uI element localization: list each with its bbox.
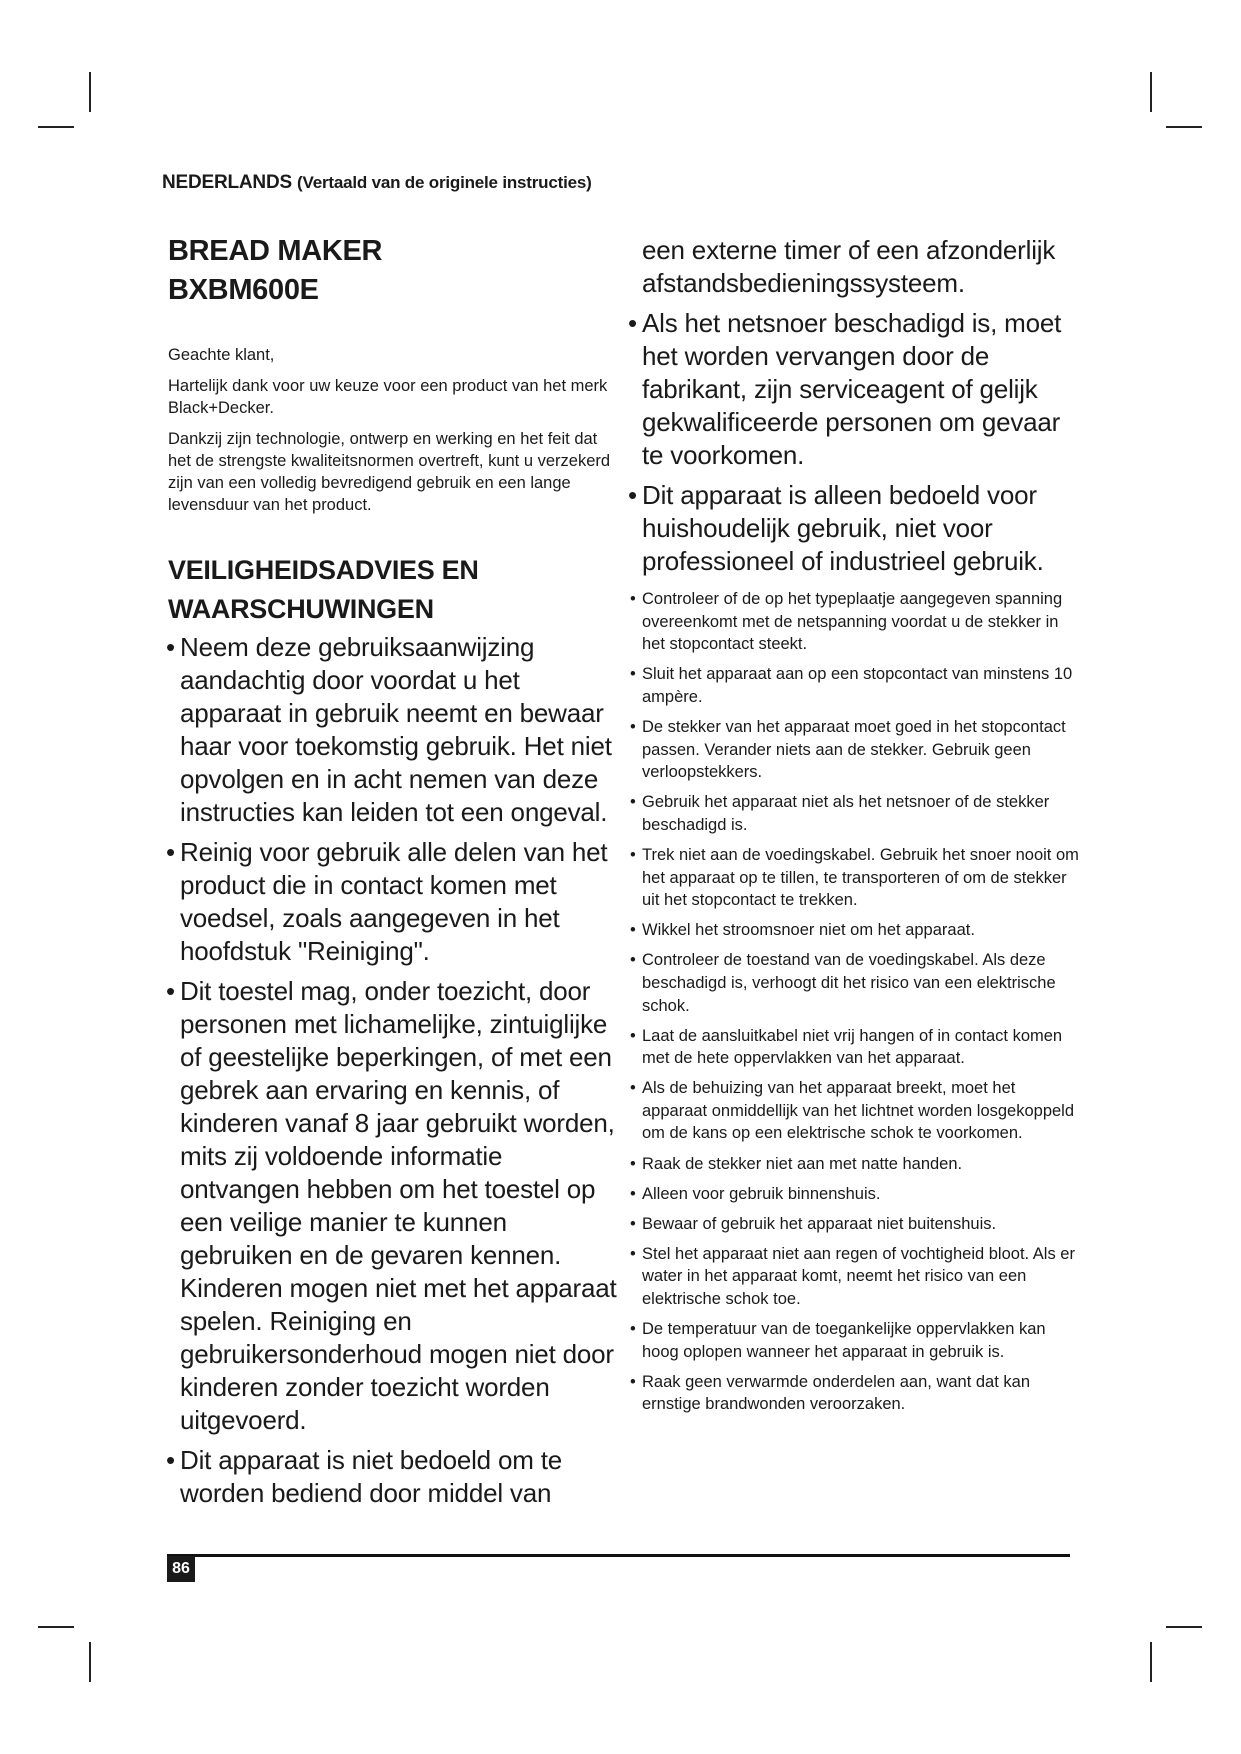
left-column xyxy=(168,232,618,1517)
list-item: • Reinig voor gebruik alle delen van het product die in contact komen met voedsel, zoals aangegeven in het hoofdstuk "Reiniging". xyxy=(168,836,618,968)
crop-mark xyxy=(38,1626,74,1628)
list-item: • Dit toestel mag, onder toezicht, door personen met lichamelijke, zintuiglijke of geestelijke beperkingen, of met een gebrek aan ervaring en kennis, of kinderen vanaf 8 jaar gebruikt worden, mits zij voldoende informatie ontvangen hebben om het toestel op een veilige manier te kunnen gebruiken en de gevaren kennen. Kinderen mogen niet met het apparaat spelen. Reiniging en gebruikersonderhoud mogen niet door kinderen zonder toezicht worden uitgevoerd. xyxy=(168,975,618,1437)
safety-title-line: VEILIGHEIDSADVIES EN xyxy=(168,555,479,585)
list-item: • Sluit het apparaat aan op een stopcontact van minstens 10 ampère. xyxy=(630,663,1080,708)
translation-note: (Vertaald van de originele instructies) xyxy=(297,173,592,192)
crop-mark xyxy=(89,72,91,112)
list-item: • Bewaar of gebruik het apparaat niet buitenshuis. xyxy=(630,1213,1080,1236)
list-item: • Dit apparaat is alleen bedoeld voor huishoudelijk gebruik, niet voor professioneel of industrieel gebruik. xyxy=(630,479,1080,578)
list-item: • Raak geen verwarmde onderdelen aan, want dat kan ernstige brandwonden veroorzaken. xyxy=(630,1371,1080,1416)
list-item: • De stekker van het apparaat moet goed in het stopcontact passen. Verander niets aan de stekker. Gebruik geen verloopstekkers. xyxy=(630,716,1080,784)
crop-mark xyxy=(1150,72,1152,112)
list-item: • Controleer of de op het typeplaatje aangegeven spanning overeenkomt met de netspanning voordat u de stekker in het stopcontact steekt. xyxy=(630,588,1080,656)
greeting: Geachte klant, xyxy=(168,346,275,364)
product-title xyxy=(168,232,618,310)
list-item: • Controleer de toestand van de voedingskabel. Als deze beschadigd is, verhoogt dit het risico van een elektrische schok. xyxy=(630,949,1080,1017)
crop-mark xyxy=(1166,126,1202,128)
footer-rule xyxy=(167,1554,1070,1557)
thanks-paragraph: Hartelijk dank voor uw keuze voor een product van het merk Black+Decker. xyxy=(168,377,608,417)
crop-mark xyxy=(38,126,74,128)
product-name: BREAD MAKER xyxy=(168,235,383,267)
language-label: NEDERLANDS xyxy=(162,172,292,193)
list-item: • Raak de stekker niet aan met natte handen. xyxy=(630,1153,1080,1176)
intro-text xyxy=(168,344,618,516)
list-item: • Laat de aansluitkabel niet vrij hangen of in contact komen met de hete oppervlakken van het apparaat. xyxy=(630,1025,1080,1070)
page-header xyxy=(162,172,592,194)
list-item: • Gebruik het apparaat niet als het netsnoer of de stekker beschadigd is. xyxy=(630,791,1080,836)
safety-title-line: WAARSCHUWINGEN xyxy=(168,594,434,624)
list-item: • Alleen voor gebruik binnenshuis. xyxy=(630,1183,1080,1206)
safety-title xyxy=(168,551,618,629)
safety-list-large xyxy=(168,631,618,1510)
safety-list-small xyxy=(630,588,1080,1416)
list-item: • Dit apparaat is niet bedoeld om te worden bediend door middel van xyxy=(168,1444,618,1510)
list-item-continuation: een externe timer of een afzonderlijk afstandsbedieningssysteem. xyxy=(642,235,1056,298)
list-item: • Stel het apparaat niet aan regen of vochtigheid bloot. Als er water in het apparaat komt, neemt het risico van een elektrische schok toe. xyxy=(630,1243,1080,1311)
list-item: • Wikkel het stroomsnoer niet om het apparaat. xyxy=(630,919,1080,942)
crop-mark xyxy=(89,1642,91,1682)
list-item: • Als de behuizing van het apparaat breekt, moet het apparaat onmiddellijk van het lichtnet worden losgekoppeld om de kans op een elektrische schok te voorkomen. xyxy=(630,1077,1080,1145)
crop-mark xyxy=(1166,1626,1202,1628)
list-item: • Als het netsnoer beschadigd is, moet het worden vervangen door de fabrikant, zijn serviceagent of gelijk gekwalificeerde personen om gevaar te voorkomen. xyxy=(630,307,1080,472)
intro-paragraph: Dankzij zijn technologie, ontwerp en werking en het feit dat het de strengste kwaliteitsnormen overtreft, kunt u verzekerd zijn van een volledig bevredigend gebruik en een lange levensduur van het product. xyxy=(168,430,611,514)
right-column xyxy=(630,234,1080,1424)
list-item: • Trek niet aan de voedingskabel. Gebruik het snoer nooit om het apparaat op te tillen, te transporteren of om de stekker uit het stopcontact te trekken. xyxy=(630,844,1080,912)
page-number: 86 xyxy=(167,1556,195,1582)
safety-list-large-continued xyxy=(630,234,1080,578)
crop-mark xyxy=(1150,1642,1152,1682)
product-model: BXBM600E xyxy=(168,274,319,306)
list-item: • Neem deze gebruiksaanwijzing aandachtig door voordat u het apparaat in gebruik neemt en bewaar haar voor toekomstig gebruik. Het niet opvolgen en in acht nemen van deze instructies kan leiden tot een ongeval. xyxy=(168,631,618,829)
list-item: • De temperatuur van de toegankelijke oppervlakken kan hoog oplopen wanneer het apparaat in gebruik is. xyxy=(630,1318,1080,1363)
